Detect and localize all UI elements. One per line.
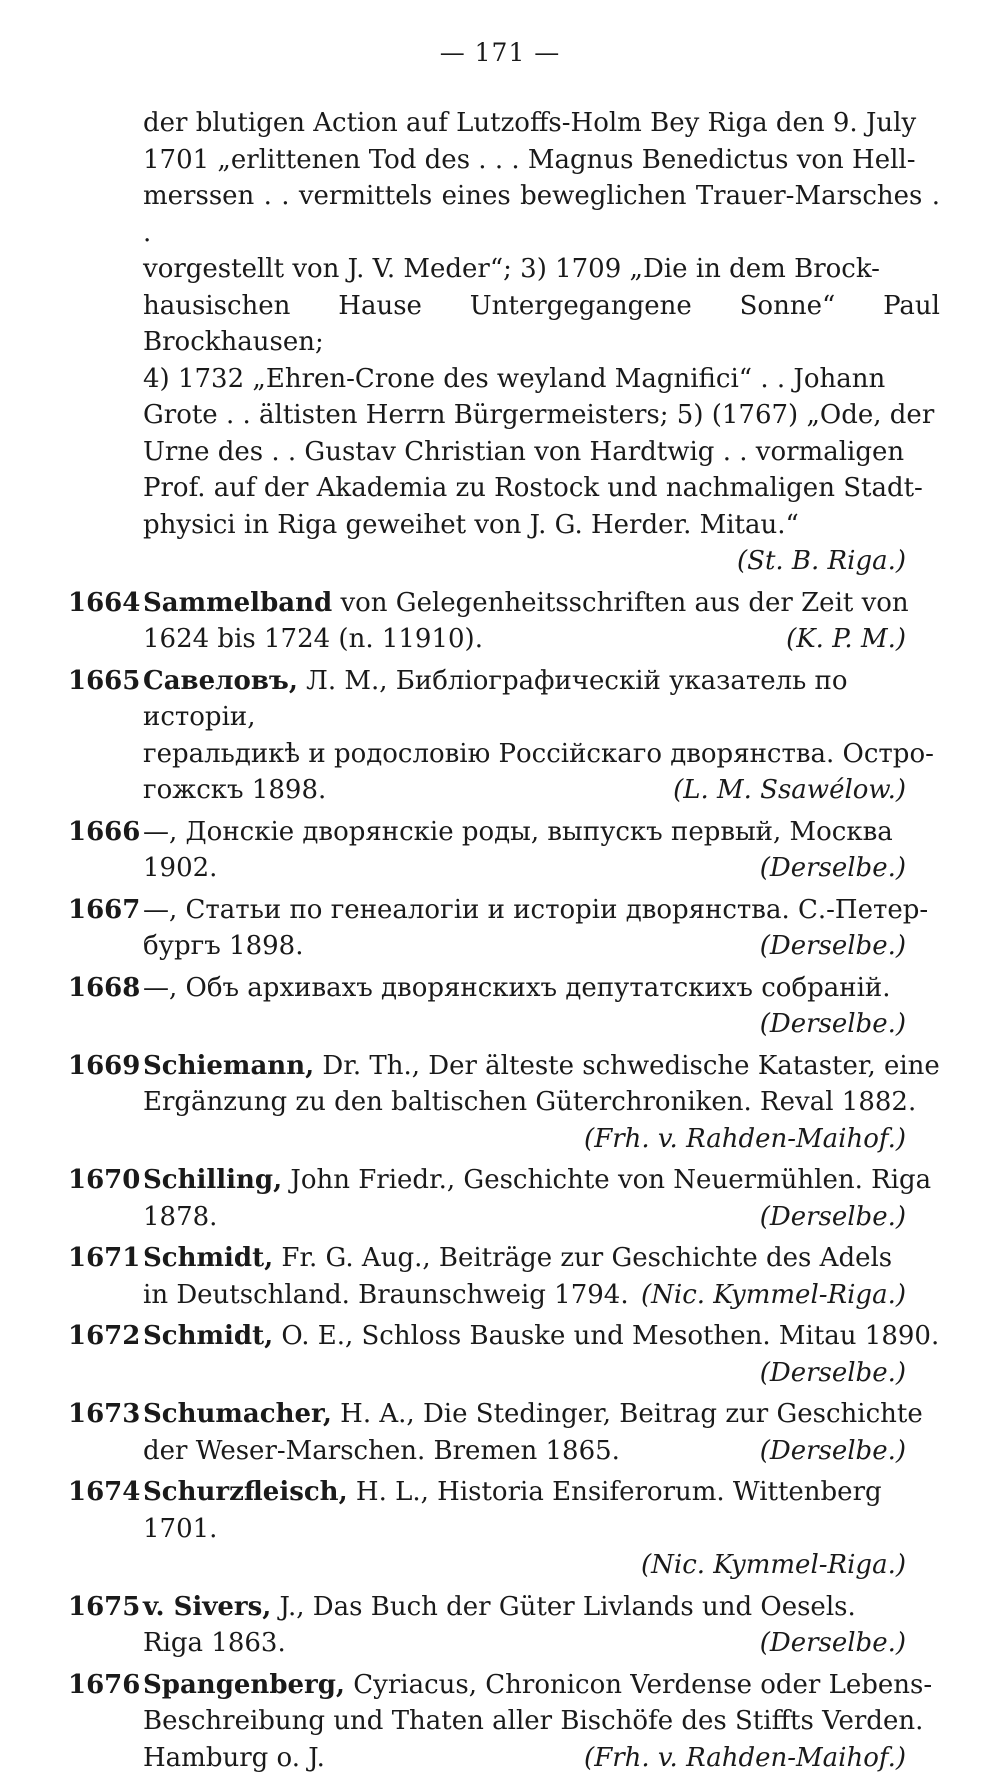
entry-text: гожскъ 1898. — [143, 772, 326, 809]
entry-text: in Deutschland. Braunschweig 1794. — [143, 1277, 629, 1314]
entry-author: Schilling, — [143, 1165, 282, 1195]
entry-body — [143, 1474, 940, 1584]
entry-number: 1671 — [68, 1240, 143, 1313]
entry-text: Ergänzung zu den baltischen Güterchroniken. Reval 1882. — [143, 1084, 940, 1121]
entry-text: Beschreibung und Thaten aller Bischöfe des Stiffts Verden. — [143, 1703, 940, 1740]
continuation-line: Prof. auf der Akademia zu Rostock und nachmaligen Stadt- — [143, 470, 940, 507]
entry-text: H. L., Historia Ensiferorum. Wittenberg 1701. — [143, 1477, 882, 1544]
entry-body — [143, 1162, 940, 1235]
entry-body — [143, 1667, 940, 1776]
continuation-line: vorgestellt von J. V. Meder“; 3) 1709 „Die in dem Brock- — [143, 251, 940, 288]
entry-source: (Derselbe.) — [760, 1355, 940, 1392]
entry-number: 1664 — [68, 585, 143, 658]
entry-text: Riga 1863. — [143, 1625, 286, 1662]
entry-body — [143, 814, 940, 887]
entry-number: 1667 — [68, 892, 143, 965]
entry-number: 1669 — [68, 1048, 143, 1158]
entry-1671 — [68, 1240, 940, 1313]
entry-1670 — [68, 1162, 940, 1235]
entry-source: (Derselbe.) — [760, 1625, 940, 1662]
entry-body — [143, 1318, 940, 1391]
continuation-line: 1701 „erlittenen Tod des . . . Magnus Benedictus von Hell- — [143, 142, 940, 179]
entry-text: —, Объ архивахъ дворянскихъ депутатскихъ собранiй. — [143, 970, 940, 1007]
continuation-line: physici in Riga geweihet von J. G. Herder. Mitau.“ — [143, 507, 940, 544]
entry-number: 1672 — [68, 1318, 143, 1391]
entry-source: (Derselbe.) — [760, 1006, 940, 1043]
entry-source: (K. P. M.) — [786, 621, 940, 658]
entry-source: (Frh. v. Rahden-Maihof.) — [584, 1121, 940, 1158]
entry-1672 — [68, 1318, 940, 1391]
entry-author: Schurzfleisch, — [143, 1477, 348, 1507]
continuation-line: merssen . . vermittels eines beweglichen Trauer-Marsches . . — [143, 178, 940, 251]
entry-number: 1668 — [68, 970, 143, 1043]
page-number: — 171 — — [0, 38, 1000, 67]
entry-text: der Weser-Marschen. Bremen 1865. — [143, 1433, 620, 1470]
continuation-line: hausischen Hause Untergegangene Sonne“ Paul Brockhausen; — [143, 288, 940, 361]
entry-body — [143, 1240, 940, 1313]
entry-source: (Derselbe.) — [760, 928, 940, 965]
entry-author: Schiemann, — [143, 1051, 314, 1081]
entry-body — [143, 970, 940, 1043]
entry-body — [143, 1589, 940, 1662]
entry-1666 — [68, 814, 940, 887]
entry-body — [143, 1396, 940, 1469]
entry-source: (Nic. Kymmel-Riga.) — [641, 1547, 940, 1584]
entry-1668 — [68, 970, 940, 1043]
entry-author: Sammelband — [143, 588, 332, 618]
entry-body — [143, 1048, 940, 1158]
entry-text: J., Das Buch der Güter Livlands und Oesels. — [271, 1592, 855, 1622]
entry-text: —, Статьи по генеалогiи и исторiи дворянства. С.-Петер- — [143, 892, 940, 929]
entry-text: Fr. G. Aug., Beiträge zur Geschichte des Adels — [273, 1243, 892, 1273]
entry-1664 — [68, 585, 940, 658]
entry-text: —, Донскiе дворянскiе роды, выпускъ первый, Москва — [143, 814, 940, 851]
entry-source: (Derselbe.) — [760, 850, 940, 887]
entry-number: 1673 — [68, 1396, 143, 1469]
entry-1674 — [68, 1474, 940, 1584]
entry-1669 — [68, 1048, 940, 1158]
entry-1665 — [68, 663, 940, 809]
entry-number: 1676 — [68, 1667, 143, 1776]
entry-text: геральдикѣ и родословiю Россiйскаго дворянства. Остро- — [143, 736, 940, 773]
page-text — [68, 105, 940, 1776]
entry-author: Spangenberg, — [143, 1670, 345, 1700]
entry-source: (Derselbe.) — [760, 1433, 940, 1470]
entry-body — [143, 663, 940, 809]
entry-body — [143, 585, 940, 658]
entry-text: Dr. Th., Der älteste schwedische Kataster, eine — [314, 1051, 940, 1081]
continuation-line: der blutigen Action auf Lutzoffs-Holm Bey Riga den 9. July — [143, 105, 940, 142]
entry-text: von Gelegenheitsschriften aus der Zeit von — [332, 588, 909, 618]
entry-text: John Friedr., Geschichte von Neuermühlen. Riga — [282, 1165, 931, 1195]
entry-text: бургъ 1898. — [143, 928, 303, 965]
entry-text: Л. М., Библiографическiй указатель по исторiи, — [143, 666, 848, 733]
continuation-line: 4) 1732 „Ehren-Crone des weyland Magnifici“ . . Johann — [143, 361, 940, 398]
entry-number: 1666 — [68, 814, 143, 887]
entry-number: 1665 — [68, 663, 143, 809]
entry-number: 1675 — [68, 1589, 143, 1662]
entry-number: 1670 — [68, 1162, 143, 1235]
entry-author: Schmidt, — [143, 1321, 273, 1351]
entry-author: Schmidt, — [143, 1243, 273, 1273]
entry-source: (Nic. Kymmel-Riga.) — [641, 1277, 940, 1314]
entry-1673 — [68, 1396, 940, 1469]
entry-body — [143, 892, 940, 965]
entry-number: 1674 — [68, 1474, 143, 1584]
continuation-line: Urne des . . Gustav Christian von Hardtwig . . vormaligen — [143, 434, 940, 471]
entry-source: (St. B. Riga.) — [143, 543, 940, 580]
entry-text: O. E., Schloss Bauske und Mesothen. Mitau 1890. — [273, 1321, 939, 1351]
continuation-line: Grote . . ältisten Herrn Bürgermeisters; 5) (1767) „Ode, der — [143, 397, 940, 434]
entry-author: Schumacher, — [143, 1399, 332, 1429]
entry-text: H. A., Die Stedinger, Beitrag zur Geschichte — [332, 1399, 923, 1429]
entry-1667 — [68, 892, 940, 965]
entry-author: v. Sivers, — [143, 1592, 271, 1622]
entry-source: (Derselbe.) — [760, 1199, 940, 1236]
entry-author: Савеловъ, — [143, 666, 298, 696]
entry-text: Hamburg o. J. — [143, 1740, 325, 1776]
entry-source: (Frh. v. Rahden-Maihof.) — [584, 1740, 940, 1776]
entry-text: 1902. — [143, 850, 217, 887]
continuation-block — [143, 105, 940, 580]
entry-text: 1624 bis 1724 (n. 11910). — [143, 621, 483, 658]
entry-1675 — [68, 1589, 940, 1662]
entry-1676 — [68, 1667, 940, 1776]
entry-text: Cyriacus, Chronicon Verdense oder Lebens- — [345, 1670, 932, 1700]
entry-text: 1878. — [143, 1199, 217, 1236]
entry-source: (L. M. Ssawélow.) — [673, 772, 940, 809]
